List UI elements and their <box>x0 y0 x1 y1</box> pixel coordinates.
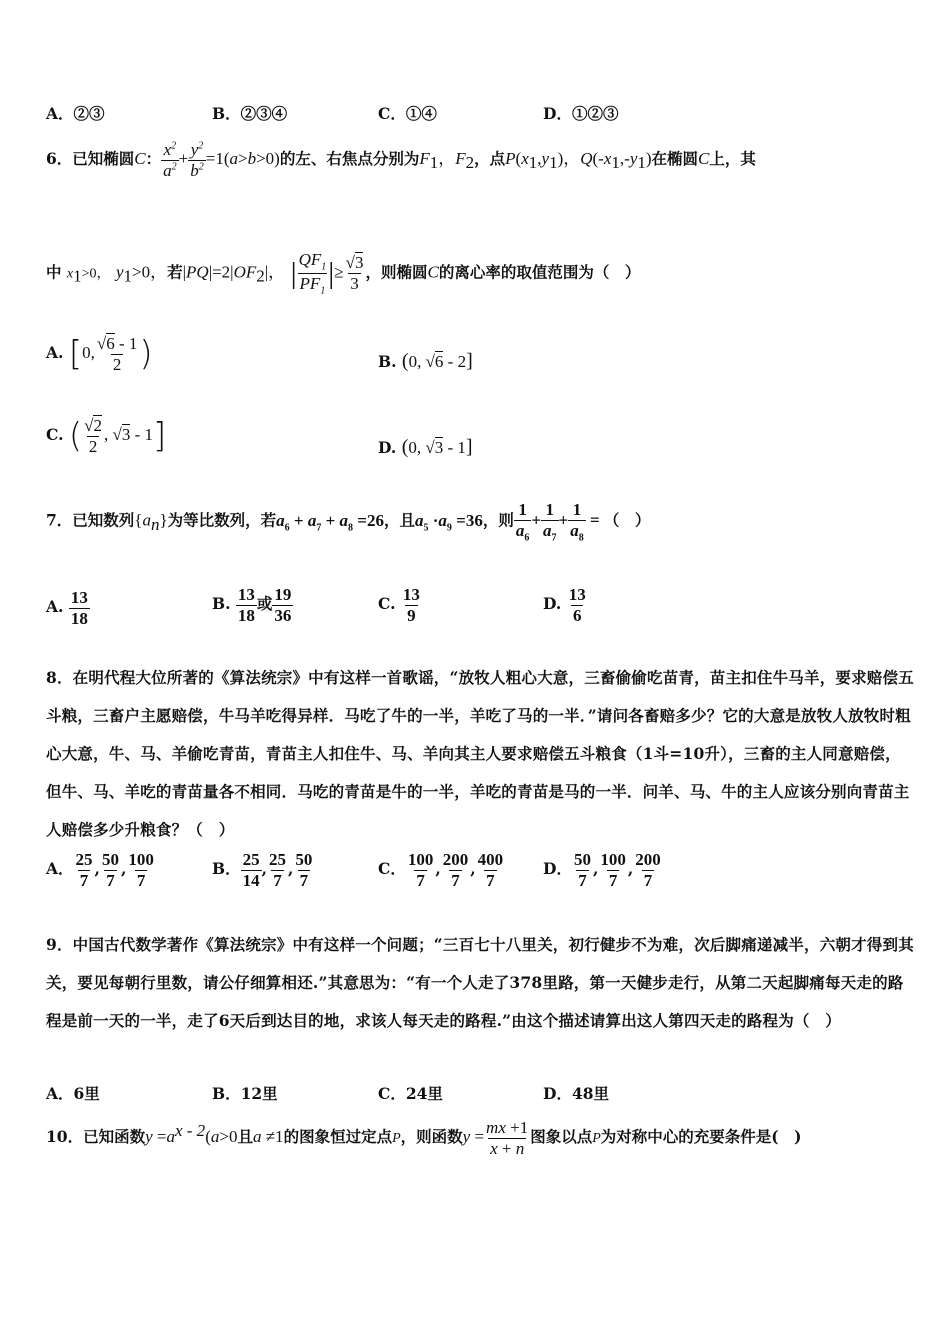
q6-option-c: C. ( $\frac{√2}{2}$ , √3 - 1] <box>46 416 167 457</box>
q7-option-a: A. $\frac{13}{18}$ <box>46 588 88 628</box>
q9-option-a: A．6里 <box>46 1084 100 1103</box>
prev-option-b: B．②③④ <box>212 104 288 123</box>
q8-option-d: D． $\frac{50}{7}$ , $\frac{100}{7}$ , $\frac{200}{7}$ <box>543 850 661 890</box>
q9-option-b: B．12里 <box>212 1084 278 1103</box>
q8-text: 8．在明代程大位所著的《算法统宗》中有这样一首歌谣，“放牧人粗心大意，三畜偷偷吃苗青，苗主扣住牛马羊，要求赔偿五斗粮，三畜户主愿赔偿，牛马羊吃得异样．马吃了牛的一半，羊吃了马的一半．”请问各畜赔多少？它的大意是放牧人放牧时粗心大意，牛、马、羊偷吃青苗，青苗主人扣住牛、马、羊向其主人要求赔偿五斗粮食（1斗=10升），三畜的主人同意赔偿，但牛、马、羊吃的青苗量各不相同．马吃的青苗是牛的一半，羊吃的青苗是马的一半．问羊、马、牛的主人应该分别向青苗主人赔偿多少升粮食？（ ） <box>46 668 914 839</box>
q6-option-d: D. (0, √3 - 1] <box>378 436 473 458</box>
q6-math-frac-y: $\frac{y^2}{b^2}$ <box>190 140 204 180</box>
q8-option-c: C． $\frac{100}{7}$ , $\frac{200}{7}$ , $\frac{400}{7}$ <box>378 850 504 890</box>
prev-option-a: A．②③ <box>46 104 105 123</box>
q7-option-c: C. $\frac{13}{9}$ <box>378 585 420 625</box>
q6-option-b: B. (0, √6 - 2] <box>378 350 473 372</box>
q6-number: 6．已知椭圆 <box>46 149 135 169</box>
q9-option-c: C．24里 <box>378 1084 443 1103</box>
q6-math-sqrt3-3: $\frac{√3}{3}$ <box>345 253 364 293</box>
q6-line1: 6．已知椭圆C： $\frac{x^2}{a^2}$ + $\frac{y^2}{b^2}$ =1(a>b>0)的左、右焦点分别为$F_1$，$F_2$，点$P(x_1,y_1)$，$Q(-x_1,-y_1)$在椭圆C上，其 <box>46 140 756 180</box>
prev-option-c: C．①④ <box>378 104 437 123</box>
q6-math-frac-x: $\frac{x^2}{a^2}$ <box>163 140 177 180</box>
q8-option-b: B． $\frac{25}{14}$ , $\frac{25}{7}$ , $\frac{50}{7}$ <box>212 850 313 890</box>
q7-option-b: B. $\frac{13}{18}$ 或 $\frac{19}{36}$ <box>212 585 292 625</box>
q6-option-a: A. [0, $\frac{√6 - 1}{2}$ ) <box>46 334 153 375</box>
q7-line1: 7．已知数列$\{a_n\}$为等比数列，若$a_6 + a_7 + a_8 =26$，且$a_5 \cdot a_9 =36$，则 $\frac{1}{a_6}$ + $\frac{1}{a_7}$ + $\frac{1}{a_8}$ = （ ） <box>46 500 651 543</box>
q9-option-d: D．48里 <box>543 1084 610 1103</box>
q7-option-d: D. $\frac{13}{6}$ <box>543 585 586 625</box>
q6-math-c: C <box>134 149 146 169</box>
q8-option-a: A． $\frac{25}{7}$ , $\frac{50}{7}$ , $\frac{100}{7}$ <box>46 850 154 890</box>
q6-line2: 中 $x_1>0$， $y_1>0$，若$|PQ|=2|OF_2|$， | $\frac{QF_1}{PF_1}$ |≥ $\frac{√3}{3}$ ，则椭圆C的离心率的取值范围为（ ） <box>46 250 641 297</box>
q6-math-ratio: $\frac{QF_1}{PF_1}$ <box>298 250 327 297</box>
q9-text: 9．中国古代数学著作《算法统宗》中有这样一个问题；“三百七十八里关，初行健步不为难，次后脚痛递减半，六朝才得到其关，要见每朝行里数，请公仔细算相还.”其意思为：“有一个人走了378里路，第一天健步走行，从第二天起脚痛每天走的路程是前一天的一半，走了6天后到达目的地，求该人每天走的路程.”由这个描述请算出这人第四天走的路程为（ ） <box>46 935 914 1030</box>
q10-line1: 10．已知函数$y =a^{x - 2}(a>0$且a ≠1的图象恒过定点P，则函数y = $\frac{mx +1}{x + n}$ 图象以点P为对称中心的充要条件是( ) <box>46 1118 802 1158</box>
prev-option-d: D．①②③ <box>543 104 619 123</box>
